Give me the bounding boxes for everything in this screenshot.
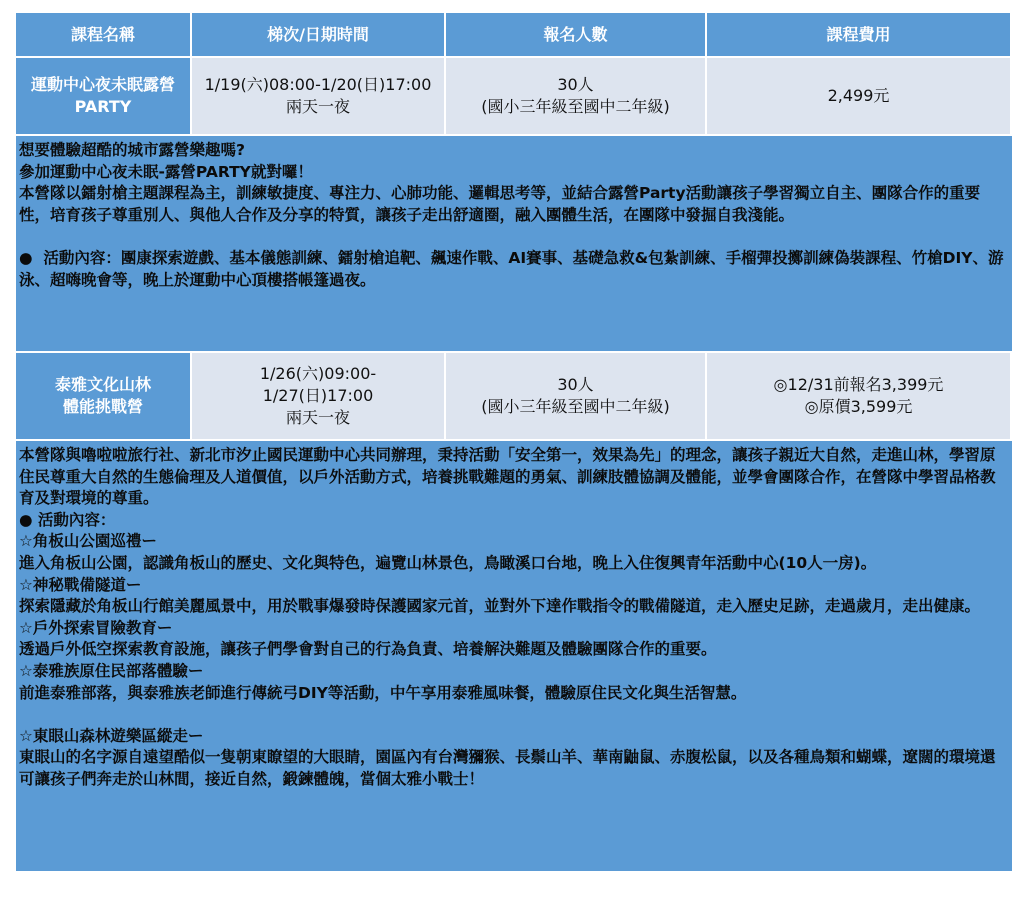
fee-line: ◎12/31前報名3,399元 xyxy=(773,375,944,394)
description-paragraph: 東眼山的名字源自遠望酷似一隻朝東瞭望的大眼睛，園區內有台灣獼猴、長鬃山羊、華南鼬鼠、赤腹松鼠，以及各種鳥類和蝴蝶，遼闊的環境還可讓孩子們奔走於山林間，接近自然，鍛鍊體魄，當個太雅小戰士！ xyxy=(19,748,996,788)
description-paragraph: ● 活動內容：團康探索遊戲、基本儀態訓練、鐳射槍追靶、飆速作戰、AI賽事、基礎急救&包紮訓練、手榴彈投擲訓練偽裝課程、竹槍DIY、游泳、超嗨晚會等，晚上於運動中心頂樓搭帳篷過夜。 xyxy=(19,248,1004,289)
header-enrollment: 報名人數 xyxy=(446,13,707,58)
course-row xyxy=(16,353,1014,441)
description-paragraph: 參加運動中心夜未眠-露營PARTY就對囉！ xyxy=(19,162,313,181)
course-date-time xyxy=(192,58,446,136)
course-enrollment xyxy=(446,353,707,441)
description-paragraph: ☆神秘戰備隧道ー xyxy=(19,575,142,594)
description-paragraph: 想要體驗超酷的城市露營樂趣嗎? xyxy=(19,141,245,159)
date-line: 1/19(六)08:00-1/20(日)17:00 xyxy=(204,75,432,94)
description-paragraph: ☆戶外探索冒險教育ー xyxy=(19,618,173,637)
description-paragraph xyxy=(19,704,1008,726)
course-date-time xyxy=(192,353,446,441)
description-paragraph: 透過戶外低空探索教育設施，讓孩子們學會對自己的行為負責、培養解決難題及體驗團隊合作的重要。 xyxy=(19,640,717,659)
name-line: 體能挑戰營 xyxy=(62,397,143,416)
description-paragraph: 探索隱藏於角板山行館美麗風景中，用於戰事爆發時保護國家元首，並對外下達作戰指令的戰備隧道，走入歷史足跡，走過歲月，走出健康。 xyxy=(19,597,981,616)
description-paragraph: ☆角板山公園巡禮ー xyxy=(19,532,157,551)
header-fee: 課程費用 xyxy=(707,13,1012,58)
description-paragraph: ● 活動內容： xyxy=(19,510,116,529)
date-line: 兩天一夜 xyxy=(285,97,350,116)
people-line: 30人 xyxy=(557,375,594,394)
fee-line: ◎原價3,599元 xyxy=(804,397,913,416)
people-line: 30人 xyxy=(557,75,594,94)
date-line: 1/27(日)17:00 xyxy=(262,386,374,405)
description-paragraph: 本營隊以鐳射槍主題課程為主，訓練敏捷度、專注力、心肺功能、邏輯思考等，並結合露營Party活動讓孩子學習獨立自主、團隊合作的重要性，培育孩子尊重別人、與他人合作及分享的特質，讓孩子走出舒適圈，融入團體生活，在團隊中發掘自我淺能。 xyxy=(19,184,981,224)
description-paragraph xyxy=(19,226,1008,248)
course-enrollment xyxy=(446,58,707,136)
description-paragraph: ☆泰雅族原住民部落體驗ー xyxy=(19,661,204,680)
description-paragraph: 前進泰雅部落，與泰雅族老師進行傳統弓DIY等活動，中午享用泰雅風味餐，體驗原住民文化與生活智慧。 xyxy=(19,683,747,702)
date-line: 1/26(六)09:00- xyxy=(259,364,377,383)
course-description xyxy=(16,441,1012,873)
description-paragraph: 進入角板山公園，認識角板山的歷史、文化與特色，遍覽山林景色，鳥瞰溪口台地，晚上入住復興青年活動中心(10人一房)。 xyxy=(19,553,877,572)
table-header-row xyxy=(16,13,1014,58)
description-paragraph: ☆東眼山森林遊樂區縱走ー xyxy=(19,726,204,745)
fee-line: 2,499元 xyxy=(827,86,890,105)
people-line: (國小三年級至國中二年級) xyxy=(481,97,670,116)
date-line: 兩天一夜 xyxy=(285,408,350,427)
name-line: 泰雅文化山林 xyxy=(54,375,151,394)
course-description xyxy=(16,136,1012,353)
course-table xyxy=(16,13,1014,873)
course-fee xyxy=(707,58,1012,136)
course-row xyxy=(16,58,1014,136)
people-line: (國小三年級至國中二年級) xyxy=(481,397,670,416)
header-course-name: 課程名稱 xyxy=(16,13,192,58)
description-paragraph: 本營隊與嚕啦啦旅行社、新北市汐止國民運動中心共同辦理，秉持活動「安全第一，效果為先」的理念，讓孩子親近大自然，走進山林，學習原住民尊重大自然的生態倫理及人道價值，以戶外活動方式，培養挑戰難題的勇氣、訓練肢體協調及體能，並學會團隊合作，在營隊中學習品格教育及對環境的尊重。 xyxy=(19,446,996,508)
course-fee xyxy=(707,353,1012,441)
header-date-time: 梯次/日期時間 xyxy=(192,13,446,58)
course-name: 運動中心夜未眠露營PARTY xyxy=(16,58,192,136)
course-name xyxy=(16,353,192,441)
